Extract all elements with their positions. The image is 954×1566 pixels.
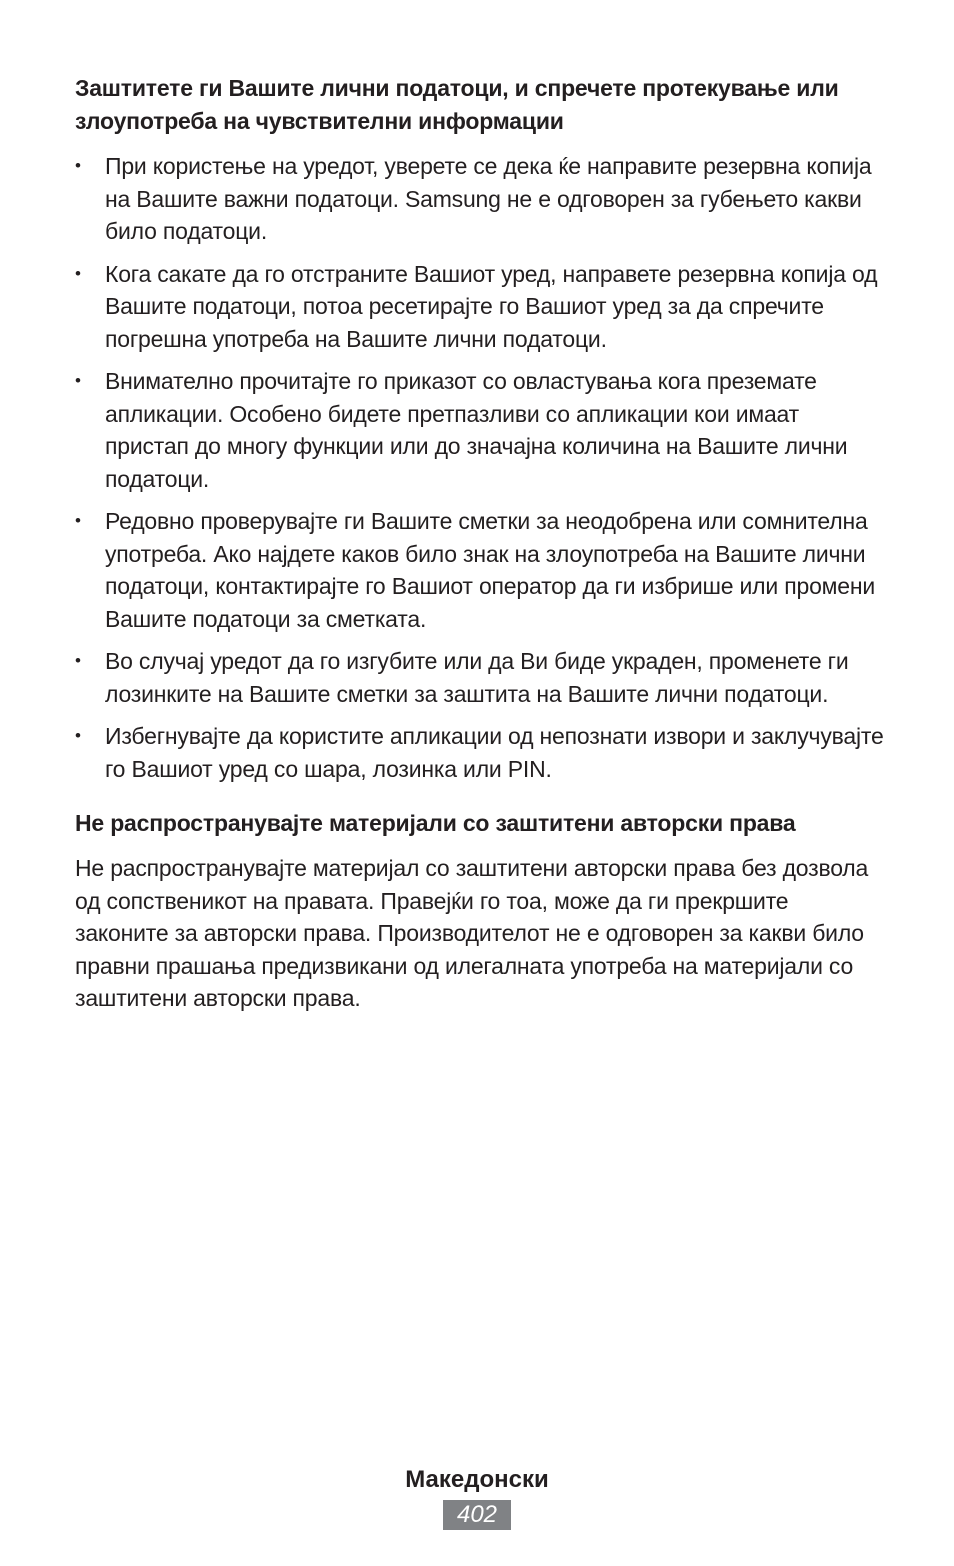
- copyright-section: [75, 807, 885, 1015]
- bullet-icon: •: [75, 511, 81, 530]
- section-heading-copyright: Не распространувајте материјали со заштитени авторски права: [75, 810, 796, 836]
- list-item: [75, 645, 885, 710]
- bullet-icon: •: [75, 156, 81, 175]
- list-item: [75, 720, 885, 785]
- bullet-icon: •: [75, 263, 81, 283]
- page-footer: [0, 1462, 954, 1530]
- footer-language-label: Македонски: [405, 1466, 549, 1493]
- list-item-text: При користење на уредот, уверете се дека ќе направите резервна копија на Вашите важни податоци. Samsung не е одговорен за губењето какви било податоци.: [105, 153, 872, 244]
- list-item-text: Во случај уредот да го изгубите или да Ви биде украден, променете ги лозинките на Вашите сметки за заштита на Вашите лични податоци.: [105, 648, 849, 707]
- page-content: [75, 72, 885, 1015]
- list-item: [75, 505, 885, 635]
- list-item-text: Кога сакате да го отстраните Вашиот уред, направете резервна копија од Вашите податоци, потоа ресетирајте го Вашиот уред за да спречите погрешна употреба на Вашите лични податоци.: [105, 260, 878, 352]
- list-item: [75, 258, 885, 356]
- list-item-text: Редовно проверувајте ги Вашите сметки за неодобрена или сомнителна употреба. Ако најдете каков било знак на злоупотреба на Вашите лични податоци, контактирајте го Вашиот оператор да ги избрише или промени Вашите податоци за сметката.: [105, 508, 876, 632]
- bullet-icon: •: [75, 371, 81, 390]
- copyright-paragraph: Не распространувајте материјал со заштитени авторски права без дозвола од сопственикот на правата. Правејќи го тоа, може да ги прекршите законите за авторски права. Производителот не е одговорен за какви било правни прашања предизвикани од илегалната употреба на материјали со заштитени авторски права.: [75, 855, 869, 1011]
- bullet-icon: •: [75, 726, 81, 745]
- list-item-text: Внимателно прочитајте го приказот со овластувања кога преземате апликации. Особено бидете претпазливи со апликации кои имаат пристап до многу функции или до значајна количина на Вашите лични податоци.: [105, 368, 848, 492]
- bullet-icon: •: [75, 651, 81, 670]
- section-heading-data-protection: Заштитете ги Вашите лични податоци, и спречете протекување или злоупотреба на чувствителни информации: [75, 75, 839, 134]
- list-item: [75, 365, 885, 495]
- data-protection-list: [75, 150, 885, 785]
- list-item-text: Избегнувајте да користите апликации од непознати извори и заклучувајте го Вашиот уред со шара, лозинка или PIN.: [105, 723, 884, 782]
- list-item: [75, 150, 885, 248]
- page-number: 402: [443, 1500, 511, 1530]
